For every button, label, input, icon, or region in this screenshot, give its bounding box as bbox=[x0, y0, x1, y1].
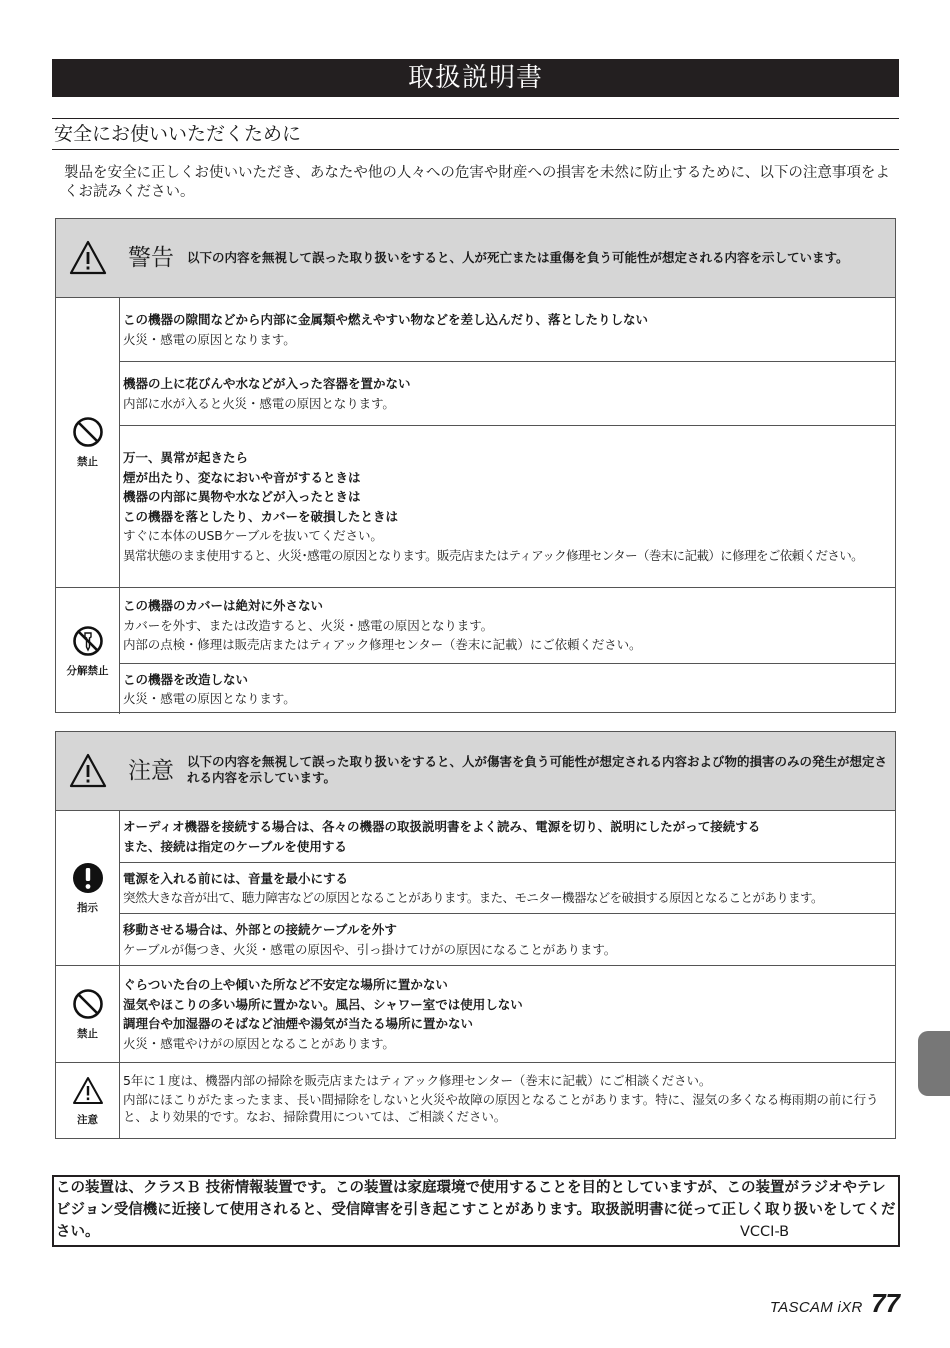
prohibition-label: 禁止 bbox=[77, 1027, 98, 1040]
section-heading: 安全にお使いいただくために bbox=[52, 118, 899, 150]
warning-item: この機器を改造しない 火災・感電の原因となります。 bbox=[123, 671, 296, 706]
caution-triangle-icon bbox=[68, 752, 108, 790]
caution-prohibition-icon-cell bbox=[56, 966, 120, 1062]
warning-item: この機器の隙間などから内部に金属類や燃えやすい物などを差し込んだり、落としたりしない 火災・感電の原因となります。 bbox=[120, 298, 895, 362]
vcci-text: この装置は、クラスＢ 技術情報装置です。この装置は家庭環境で使用することを目的としていますが、この装置がラジオやテレビジョン受信機に近接して使用されると、受信障害を引き起こすことがあります。取扱説明書に従って正しく取り扱いをしてください。 bbox=[56, 1180, 896, 1240]
exclamation-circle-icon bbox=[72, 862, 104, 894]
warning-header-text: 以下の内容を無視して誤った取り扱いをすると、人が死亡または重傷を負う可能性が想定される内容を示しています。 bbox=[187, 250, 849, 265]
caution-general-group bbox=[56, 1063, 895, 1139]
disassembly-label: 分解禁止 bbox=[66, 664, 109, 677]
instruction-icon-cell bbox=[56, 811, 120, 965]
prohibition-icon bbox=[72, 988, 104, 1020]
warning-box bbox=[55, 218, 896, 713]
side-index-tab bbox=[918, 1031, 950, 1096]
intro-paragraph: 製品を安全に正しくお使いいただき、あなたや他の人々への危害や財産への損害を未然に防止するために、以下の注意事項をよくお読みください。 bbox=[64, 165, 890, 200]
caution-prohibition-group bbox=[56, 966, 895, 1063]
warning-header bbox=[56, 219, 895, 298]
warning-item: 万一、異常が起きたら 煙が出たり、変なにおいや音がするときは 機器の内部に異物や水などが入ったときは この機器を落としたり、カバーを破損したときは すぐに本体のUSBケーブルを抜いてください。 異常状態のまま使用すると、火災･感電の原因となります。販売店またはティアック修理センター（巻末に記載）に修理をご依頼ください。 bbox=[123, 450, 864, 563]
warning-word: 警告 bbox=[128, 245, 174, 271]
caution-item: 電源を入れる前には、音量を最小にする 突然大きな音が出て、聴力障害などの原因となることがあります。また、モニター機器などを破損する原因となることがあります。 bbox=[120, 863, 895, 914]
caution-item: ぐらついた台の上や傾いた所など不安定な場所に置かない 湿気やほこりの多い場所に置かない。風呂、シャワー室では使用しない 調理台や加湿器のそばなど油煙や湯気が当たる場所に置かない 火災・感電やけがの原因となることがあります。 bbox=[123, 977, 523, 1051]
footer-brand: TASCAM iXR bbox=[769, 1299, 863, 1316]
caution-triangle-small-icon bbox=[72, 1076, 104, 1106]
instruction-group bbox=[56, 811, 895, 966]
caution-item: オーディオ機器を接続する場合は、各々の機器の取扱説明書をよく読み、電源を切り、説明にしたがって接続する また、接続は指定のケーブルを使用する bbox=[120, 811, 895, 863]
caution-word: 注意 bbox=[128, 758, 174, 784]
page-number: 77 bbox=[871, 1288, 900, 1318]
warning-item: この機器のカバーは絶対に外さない カバーを外す、または改造すると、火災・感電の原因となります。 内部の点検・修理は販売店またはティアック修理センター（巻末に記載）にご依頼ください。 bbox=[120, 588, 895, 664]
caution-label: 注意 bbox=[77, 1113, 98, 1126]
disassembly-icon-cell bbox=[56, 588, 120, 714]
warning-item: 機器の上に花びんや水などが入った容器を置かない 内部に水が入ると火災・感電の原因となります。 bbox=[120, 362, 895, 426]
caution-item: 5年に１度は、機器内部の掃除を販売店またはティアック修理センター（巻末に記載）にご相談ください。 内部にほこりがたまったまま、長い間掃除をしないと火災や故障の原因となることがあります。特に、湿気の多くなる梅雨期の前に行うと、より効果的です。なお、掃除費用については、ご相談ください。 bbox=[123, 1073, 879, 1124]
instruction-label: 指示 bbox=[77, 901, 98, 914]
vcci-code: VCCI-B bbox=[740, 1224, 790, 1240]
caution-item: 移動させる場合は、外部との接続ケーブルを外す ケーブルが傷つき、火災・感電の原因や、引っ掛けてけがの原因になることがあります。 bbox=[123, 922, 617, 957]
page-footer bbox=[770, 1288, 900, 1319]
warning-triangle-icon bbox=[68, 239, 108, 277]
prohibition-icon-cell bbox=[56, 298, 120, 587]
no-disassembly-icon bbox=[72, 625, 104, 657]
caution-general-icon-cell bbox=[56, 1063, 120, 1139]
vcci-notice bbox=[52, 1175, 900, 1247]
caution-header bbox=[56, 732, 895, 811]
page-title: 取扱説明書 bbox=[52, 59, 899, 97]
disassembly-group bbox=[56, 588, 895, 714]
caution-header-text: 以下の内容を無視して誤った取り扱いをすると、人が傷害を負う可能性が想定される内容および物的損害のみの発生が想定される内容を示しています。 bbox=[187, 754, 888, 785]
caution-box bbox=[55, 731, 896, 1139]
prohibition-group bbox=[56, 298, 895, 588]
prohibition-label: 禁止 bbox=[77, 456, 98, 468]
prohibition-icon bbox=[72, 416, 104, 448]
